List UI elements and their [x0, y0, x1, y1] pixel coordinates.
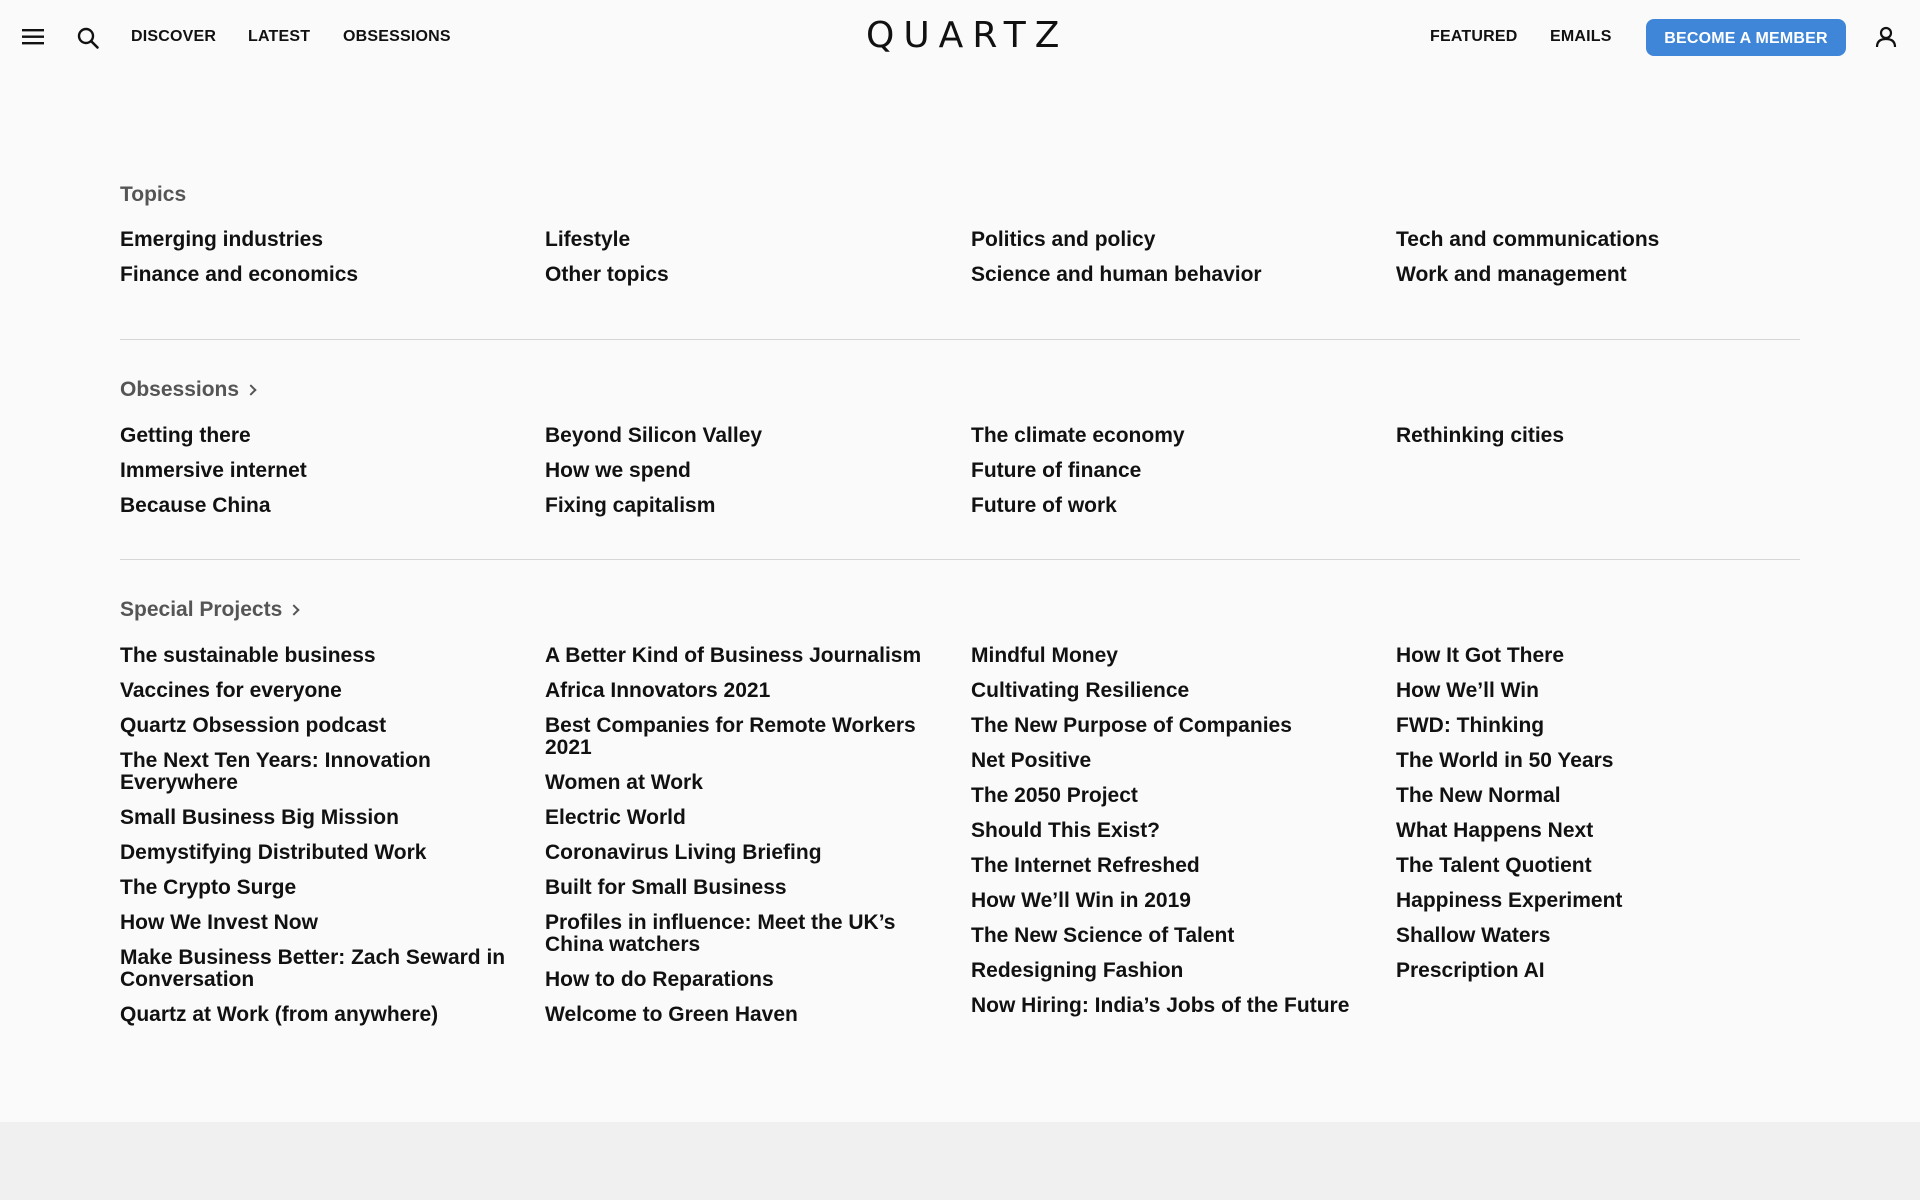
special-projects-section	[120, 598, 1800, 1048]
project-link[interactable]: How It Got There	[1396, 644, 1564, 667]
topic-link[interactable]: Emerging industries	[120, 228, 324, 251]
obsession-link[interactable]: Beyond Silicon Valley	[545, 424, 763, 447]
project-link[interactable]: Shallow Waters	[1396, 924, 1551, 947]
project-link[interactable]: Demystifying Distributed Work	[120, 841, 427, 864]
special-projects-heading-text: Special Projects	[120, 598, 283, 621]
obsessions-section	[120, 378, 1800, 528]
site-header	[0, 0, 1920, 76]
topics-column	[120, 229, 520, 299]
obsession-link[interactable]: How we spend	[545, 459, 691, 482]
project-link[interactable]: Quartz at Work (from anywhere)	[120, 1003, 439, 1026]
project-link[interactable]: How to do Reparations	[545, 968, 774, 991]
special-projects-column	[120, 645, 520, 1039]
project-link[interactable]: Net Positive	[971, 749, 1092, 772]
special-projects-heading[interactable]	[120, 598, 298, 622]
topics-column	[545, 229, 945, 299]
topic-link[interactable]: Finance and economics	[120, 263, 359, 286]
nav-latest[interactable]: LATEST	[248, 28, 311, 45]
project-link[interactable]: Redesigning Fashion	[971, 959, 1184, 982]
nav-emails[interactable]: EMAILS	[1550, 28, 1612, 45]
become-member-button[interactable]: BECOME A MEMBER	[1646, 19, 1846, 56]
nav-featured[interactable]: FEATURED	[1430, 28, 1518, 45]
project-link[interactable]: Mindful Money	[971, 644, 1118, 667]
obsession-link[interactable]: Future of finance	[971, 459, 1142, 482]
topic-link[interactable]: Lifestyle	[545, 228, 631, 251]
project-link[interactable]: The Talent Quotient	[1396, 854, 1592, 877]
topic-link[interactable]: Science and human behavior	[971, 263, 1262, 286]
topic-link[interactable]: Politics and policy	[971, 228, 1156, 251]
project-link[interactable]: Cultivating Resilience	[971, 679, 1190, 702]
special-projects-column	[545, 645, 945, 1039]
obsessions-column	[545, 425, 945, 530]
obsessions-column	[971, 425, 1371, 530]
project-link[interactable]: Women at Work	[545, 771, 703, 794]
project-link[interactable]: The 2050 Project	[971, 784, 1138, 807]
chevron-right-icon	[245, 384, 256, 395]
topics-heading-text: Topics	[120, 183, 187, 206]
search-icon[interactable]	[76, 26, 100, 50]
topics-section	[120, 183, 1800, 303]
topic-link[interactable]: Work and management	[1396, 263, 1627, 286]
nav-obsessions[interactable]: OBSESSIONS	[343, 28, 451, 45]
chevron-right-icon	[289, 604, 300, 615]
project-link[interactable]: FWD: Thinking	[1396, 714, 1545, 737]
obsession-link[interactable]: Rethinking cities	[1396, 424, 1565, 447]
project-link[interactable]: Electric World	[545, 806, 686, 829]
topic-link[interactable]: Tech and communications	[1396, 228, 1660, 251]
project-link[interactable]: Should This Exist?	[971, 819, 1161, 842]
project-link[interactable]: Happiness Experiment	[1396, 889, 1623, 912]
section-divider	[120, 559, 1800, 560]
project-link[interactable]: Now Hiring: India’s Jobs of the Future	[971, 994, 1350, 1017]
project-link[interactable]: The New Purpose of Companies	[971, 714, 1292, 737]
obsession-link[interactable]: Immersive internet	[120, 459, 307, 482]
obsessions-column	[120, 425, 520, 530]
section-divider	[120, 339, 1800, 340]
project-link[interactable]: Vaccines for everyone	[120, 679, 342, 702]
obsession-link[interactable]: Getting there	[120, 424, 251, 447]
obsession-link[interactable]: Because China	[120, 494, 271, 517]
topics-heading	[120, 183, 186, 207]
project-link[interactable]: Welcome to Green Haven	[545, 1003, 798, 1026]
project-link[interactable]: How We’ll Win	[1396, 679, 1539, 702]
project-link[interactable]: The Crypto Surge	[120, 876, 297, 899]
topics-column	[971, 229, 1371, 299]
obsessions-column	[1396, 425, 1796, 460]
footer-band	[0, 1122, 1920, 1200]
project-link[interactable]: Built for Small Business	[545, 876, 787, 899]
topics-column	[1396, 229, 1796, 299]
special-projects-column	[1396, 645, 1796, 995]
project-link[interactable]: What Happens Next	[1396, 819, 1594, 842]
topic-link[interactable]: Other topics	[545, 263, 669, 286]
nav-discover[interactable]: DISCOVER	[131, 28, 217, 45]
obsessions-heading[interactable]	[120, 378, 255, 402]
project-link[interactable]: The New Science of Talent	[971, 924, 1235, 947]
special-projects-column	[971, 645, 1371, 1030]
project-link[interactable]: The New Normal	[1396, 784, 1561, 807]
project-link[interactable]: Best Companies for Remote Workers 2021	[545, 714, 916, 759]
hamburger-menu-icon[interactable]	[22, 27, 46, 47]
project-link[interactable]: Make Business Better: Zach Seward in Conversation	[120, 946, 506, 991]
obsession-link[interactable]: Fixing capitalism	[545, 494, 716, 517]
project-link[interactable]: Quartz Obsession podcast	[120, 714, 387, 737]
quartz-logo[interactable]: QUARTZ	[866, 15, 1069, 56]
project-link[interactable]: Small Business Big Mission	[120, 806, 399, 829]
obsessions-heading-text: Obsessions	[120, 378, 240, 401]
project-link[interactable]: Prescription AI	[1396, 959, 1545, 982]
project-link[interactable]: The sustainable business	[120, 644, 376, 667]
obsession-link[interactable]: Future of work	[971, 494, 1117, 517]
project-link[interactable]: How We’ll Win in 2019	[971, 889, 1191, 912]
project-link[interactable]: Profiles in influence: Meet the UK’s China watchers	[545, 911, 896, 956]
user-icon[interactable]	[1874, 25, 1898, 49]
project-link[interactable]: A Better Kind of Business Journalism	[545, 644, 922, 667]
project-link[interactable]: How We Invest Now	[120, 911, 318, 934]
obsession-link[interactable]: The climate economy	[971, 424, 1185, 447]
project-link[interactable]: The Internet Refreshed	[971, 854, 1200, 877]
project-link[interactable]: Coronavirus Living Briefing	[545, 841, 822, 864]
project-link[interactable]: The World in 50 Years	[1396, 749, 1614, 772]
project-link[interactable]: The Next Ten Years: Innovation Everywhere	[120, 749, 431, 794]
project-link[interactable]: Africa Innovators 2021	[545, 679, 771, 702]
